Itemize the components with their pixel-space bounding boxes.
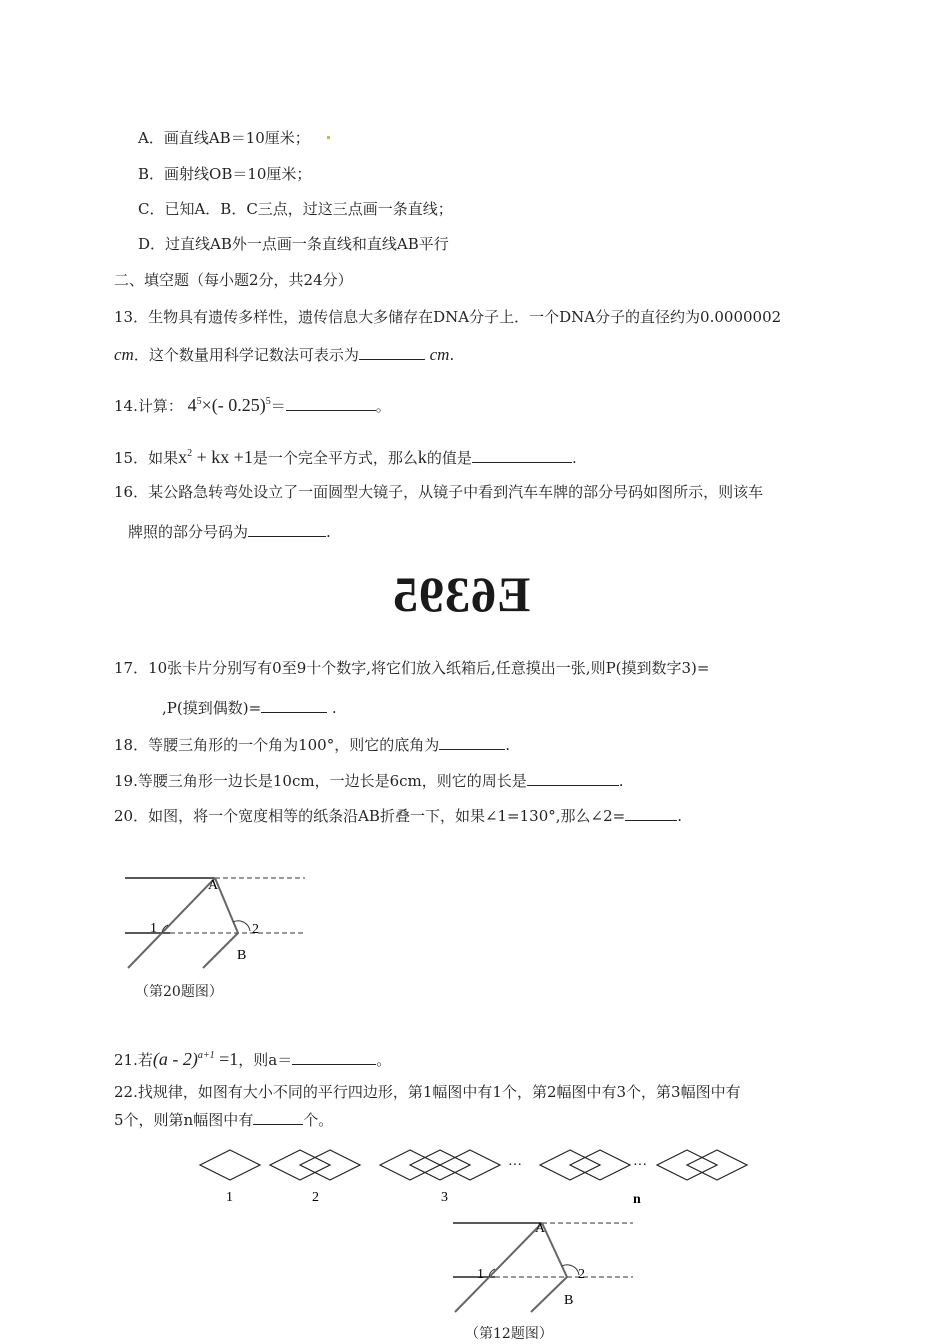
q22-end: 个。 [303,1111,334,1129]
option-c: C．已知A．B．C三点，过这三点画一条直线； [138,200,453,218]
q14-answer-blank [286,396,376,411]
q16-answer-blank [248,522,326,537]
q18-end: . [505,736,511,754]
q19-end: . [618,772,624,790]
fig12-strip-left [455,1223,542,1312]
fig20-caption: （第20题图） [135,984,223,1000]
fig22-label-2: 2 [312,1190,319,1205]
fig20-label-1: 1 [150,921,157,936]
q14-prefix: 14.计算： [114,397,183,415]
q14-exp-1: 5 [196,396,202,407]
fig12-label-2: 2 [578,1267,585,1282]
q19-line [114,771,624,791]
q16-line1: 16．某公路急转弯处设立了一面圆型大镜子，从镜子中看到汽车车牌的部分号码如图所示，则该车 [114,483,764,501]
q19-answer-blank [527,771,619,786]
q22-text: 5个，则第n幅图中有 [114,1111,254,1129]
fig12-strip-right [531,1277,567,1312]
q22-line1: 22.找规律，如图有大小不同的平行四边形，第1幅图中有1个，第2幅图中有3个，第3幅图中有 [114,1083,741,1101]
q15-end: . [571,449,577,467]
fig20-strip-right [203,933,238,968]
stray-mark [327,136,330,139]
q15-rest: + kx +1 [192,447,253,467]
q18-text: 18．等腰三角形的一个角为100°，则它的底角为 [114,736,440,754]
q17-line2 [162,698,337,718]
fig20-strip-fold [215,878,238,933]
fig12-label-a: A [535,1221,546,1236]
q21-line [114,1046,391,1070]
fig22-ellipsis-2: ··· [633,1158,647,1173]
q14-expression [188,395,271,415]
q15-expression [178,447,253,467]
fig22-rhombus-1 [200,1150,260,1180]
option-d: D．过直线AB外一点画一条直线和直线AB平行 [138,235,449,253]
q21-base: (a - 2) [152,1049,198,1069]
fig22-ellipsis-1: ··· [508,1158,522,1173]
q13-line1: 13．生物具有遗传多样性，遗传信息大多储存在DNA分子上．一个DNA分子的直径约为0.0000002 [114,308,782,326]
q14-end: 。 [375,397,391,415]
q18-answer-blank [439,735,505,750]
q14-eq: ＝ [270,397,286,415]
q13-line2 [114,345,454,365]
q15-line [114,444,577,468]
q14-base: 4 [187,395,197,415]
q15-x: x [178,447,188,467]
section-title: 二、填空题（每小题2分，共24分） [114,271,353,289]
q17-end: . [331,699,337,717]
q20-text: 20．如图，将一个宽度相等的纸条沿AB折叠一下，如果∠1=130°,那么∠2= [114,807,626,825]
q22-line2 [114,1110,333,1130]
q18-line [114,735,510,755]
figure-12 [445,1212,645,1317]
q15-exp: 2 [187,448,193,459]
q17-answer-blank [261,698,327,713]
q17-line1: 17．10张卡片分别写有0至9十个数字,将它们放入纸箱后,任意摸出一张,则P(摸到数字3)= [114,659,710,677]
q14-line [114,392,391,416]
mirrored-plate-image: E6395 [392,566,531,622]
fig20-strip-left [128,878,215,968]
q15-prefix: 15．如果 [114,449,179,467]
q16-end: . [326,523,331,541]
fig12-caption: （第12题图） [465,1326,553,1342]
q19-text: 19.等腰三角形一边长是10cm，一边长是6cm，则它的周长是 [114,772,527,790]
figure-20 [110,865,320,975]
q21-prefix: 21.若 [114,1051,153,1069]
fig20-label-b: B [237,948,247,963]
q20-end: . [677,807,682,825]
q16-text: 牌照的部分号码为 [128,523,249,541]
fig12-strip-fold [542,1223,567,1277]
fig20-label-a: A [208,878,219,893]
fig20-label-2: 2 [252,922,259,937]
q21-expression [153,1049,238,1069]
q13-unit-2: cm [429,345,450,364]
q21-end: 。 [376,1051,392,1069]
q14-exp-2: 5 [265,396,271,407]
q15-mid: 是一个完全平方式，那么 [252,449,418,467]
fig12-label-1: 1 [477,1267,484,1282]
q15-k: k [417,447,427,467]
q13-end: . [449,346,455,364]
q20-answer-blank [625,806,677,821]
fig12-label-b: B [564,1293,574,1308]
q13-unit: cm [114,345,134,364]
option-a: A．画直线AB＝10厘米； [138,129,310,147]
q22-answer-blank [253,1110,303,1125]
figure-22 [195,1143,760,1208]
q15-tail: 的值是 [426,449,472,467]
q16-line2 [128,522,331,542]
fig22-label-n: n [633,1192,641,1207]
q14-times: ×(- 0.25) [201,395,266,415]
fig22-label-1: 1 [226,1190,233,1205]
q20-line [114,806,682,826]
q17-text: ,P(摸到偶数)= [162,699,262,717]
option-b: B．画射线OB＝10厘米； [138,165,312,183]
q13-answer-blank [359,345,425,360]
fig22-label-3: 3 [441,1190,448,1205]
q21-mid: ，则a＝ [238,1051,293,1069]
q15-answer-blank [472,448,572,463]
q13-text: ．这个数量用科学记数法可表示为 [133,346,359,364]
q21-answer-blank [292,1050,376,1065]
q21-exp: a+1 [197,1050,215,1061]
q21-eq: =1 [214,1049,239,1069]
